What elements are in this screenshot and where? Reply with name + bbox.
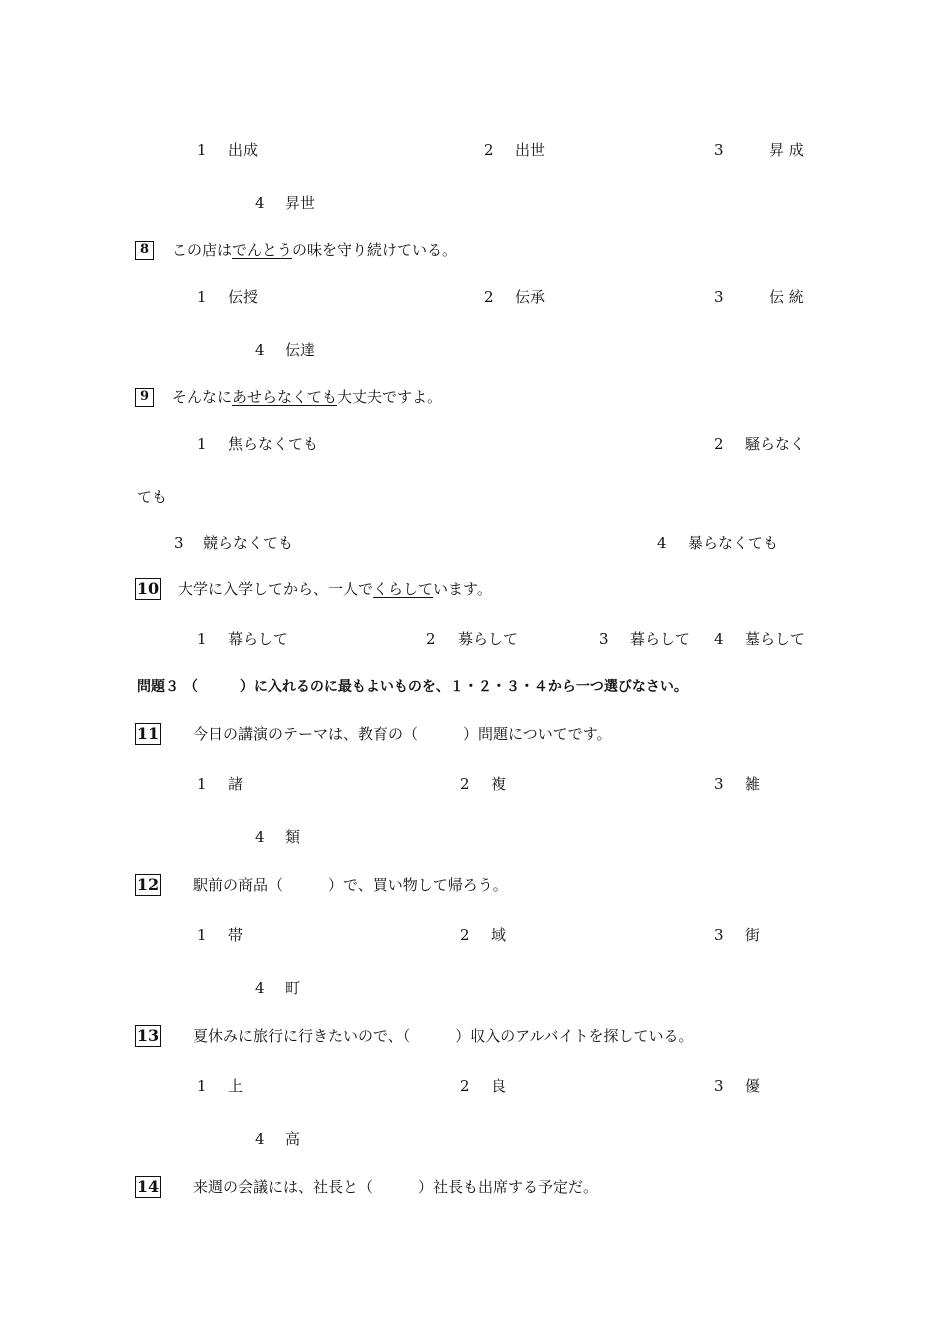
q10-post: います。 bbox=[433, 580, 492, 598]
q8-post: の味を守り続けている。 bbox=[292, 241, 458, 259]
q9-option-4: 暴らなくても bbox=[688, 534, 779, 552]
q8-option-3: 伝 統 bbox=[769, 288, 804, 306]
q9-option-2-number: 2 bbox=[714, 435, 724, 453]
question-10-text bbox=[178, 579, 492, 599]
q9-option-3-number: 3 bbox=[174, 534, 184, 552]
q8-option-4: 伝達 bbox=[285, 341, 316, 359]
q8-pre: この店は bbox=[172, 241, 233, 259]
q12-option-2: 域 bbox=[491, 926, 507, 944]
q7-option-3-number: 3 bbox=[714, 141, 724, 159]
question-12-text: 駅前の商品（ ）で、買い物して帰ろう。 bbox=[193, 876, 508, 894]
q13-option-1-number: 1 bbox=[197, 1077, 207, 1095]
q11-option-2: 複 bbox=[491, 775, 507, 793]
q13-option-4-number: 4 bbox=[255, 1130, 265, 1148]
q11-option-3: 雑 bbox=[745, 775, 761, 793]
q13-option-2: 良 bbox=[491, 1077, 507, 1095]
q13-option-2-number: 2 bbox=[460, 1077, 470, 1095]
q9-underlined: あせらなくても bbox=[232, 388, 338, 406]
q7-option-4: 昇世 bbox=[285, 194, 316, 212]
q12-option-4: 町 bbox=[285, 979, 301, 997]
question-number-14: 14 bbox=[136, 1177, 160, 1196]
q12-option-1-number: 1 bbox=[197, 926, 207, 944]
q13-option-4: 高 bbox=[285, 1130, 301, 1148]
section-heading-mondai-3: 問題３ （ ）に入れるのに最もよいものを、１・２・３・４から一つ選びなさい。 bbox=[137, 679, 688, 695]
q11-option-2-number: 2 bbox=[460, 775, 470, 793]
question-number-12: 12 bbox=[136, 875, 160, 894]
q10-option-3-number: 3 bbox=[599, 630, 609, 648]
question-9-text bbox=[172, 387, 442, 407]
q11-option-4: 類 bbox=[285, 828, 301, 846]
question-number-11: 11 bbox=[136, 724, 160, 743]
q9-option-2: 騒らなく bbox=[745, 435, 806, 453]
q10-option-4: 墓らして bbox=[745, 630, 806, 648]
q10-option-3: 暮らして bbox=[630, 630, 691, 648]
q8-option-2-number: 2 bbox=[484, 288, 494, 306]
question-14-text: 来週の会議には、社長と（ ）社長も出席する予定だ。 bbox=[193, 1178, 599, 1196]
question-number-13: 13 bbox=[136, 1026, 160, 1045]
question-11-text: 今日の講演のテーマは、教育の（ ）問題についてです。 bbox=[193, 725, 612, 743]
q11-option-1-number: 1 bbox=[197, 775, 207, 793]
q12-option-2-number: 2 bbox=[460, 926, 470, 944]
q12-option-3: 街 bbox=[745, 926, 761, 944]
q7-option-3: 昇 成 bbox=[769, 141, 804, 159]
question-13-text: 夏休みに旅行に行きたいので、（ ）収入のアルバイトを探している。 bbox=[193, 1027, 694, 1045]
q7-option-2: 出世 bbox=[515, 141, 546, 159]
q10-option-2: 募らして bbox=[458, 630, 519, 648]
q10-underlined: くらして bbox=[373, 580, 434, 598]
q7-option-1-number: 1 bbox=[197, 141, 207, 159]
q8-option-1: 伝授 bbox=[228, 288, 259, 306]
question-8-text bbox=[172, 240, 457, 260]
q12-option-4-number: 4 bbox=[255, 979, 265, 997]
q9-option-1-number: 1 bbox=[197, 435, 207, 453]
q9-pre: そんなに bbox=[172, 388, 233, 406]
q10-option-4-number: 4 bbox=[714, 630, 724, 648]
q12-option-3-number: 3 bbox=[714, 926, 724, 944]
q13-option-3: 優 bbox=[745, 1077, 761, 1095]
q11-option-4-number: 4 bbox=[255, 828, 265, 846]
q8-option-3-number: 3 bbox=[714, 288, 724, 306]
question-number-10: 10 bbox=[136, 579, 160, 598]
q9-option-4-number: 4 bbox=[657, 534, 667, 552]
q8-option-1-number: 1 bbox=[197, 288, 207, 306]
q11-option-1: 諸 bbox=[228, 775, 244, 793]
q10-option-1-number: 1 bbox=[197, 630, 207, 648]
q8-underlined: でんとう bbox=[232, 241, 293, 259]
q7-option-4-number: 4 bbox=[255, 194, 265, 212]
q13-option-3-number: 3 bbox=[714, 1077, 724, 1095]
q12-option-1: 帯 bbox=[228, 926, 244, 944]
q10-pre: 大学に入学してから、一人で bbox=[178, 580, 374, 598]
q13-option-1: 上 bbox=[228, 1077, 244, 1095]
q9-option-1: 焦らなくても bbox=[228, 435, 319, 453]
q9-option-3: 競らなくても bbox=[203, 534, 294, 552]
q7-option-2-number: 2 bbox=[484, 141, 494, 159]
q7-option-1: 出成 bbox=[228, 141, 259, 159]
q10-option-2-number: 2 bbox=[426, 630, 436, 648]
q8-option-2: 伝承 bbox=[515, 288, 546, 306]
question-number-8: 8 bbox=[135, 241, 154, 260]
q11-option-3-number: 3 bbox=[714, 775, 724, 793]
q10-option-1: 幕らして bbox=[228, 630, 289, 648]
q8-option-4-number: 4 bbox=[255, 341, 265, 359]
q9-post: 大丈夫ですよ。 bbox=[337, 388, 443, 406]
q9-option-2-continued: ても bbox=[137, 488, 168, 506]
question-number-9: 9 bbox=[135, 388, 154, 407]
